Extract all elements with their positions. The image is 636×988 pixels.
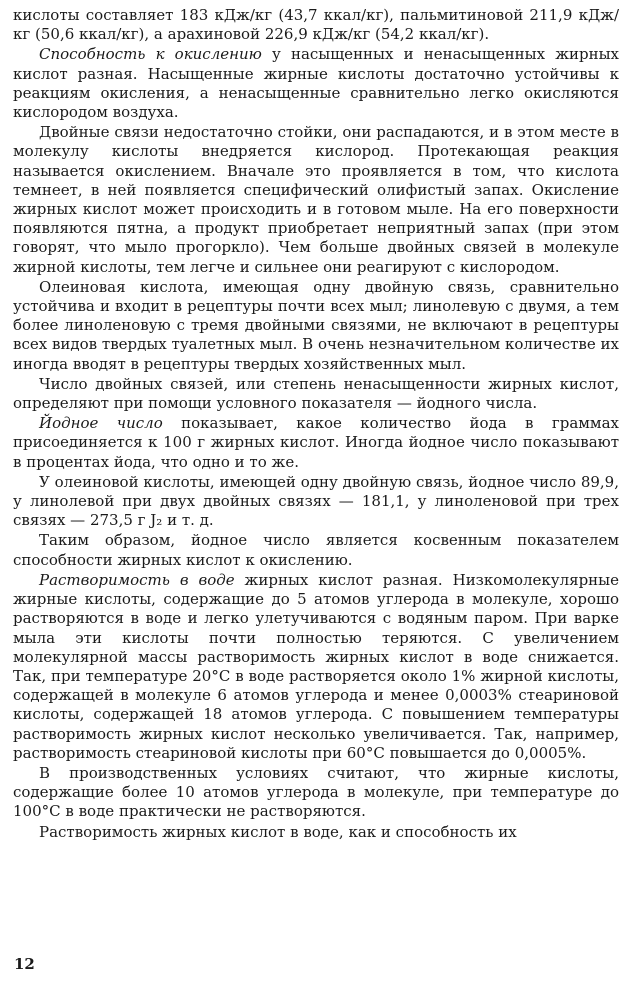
paragraph: [13, 123, 619, 277]
paragraph: [13, 278, 619, 374]
italic-term: Способность к окислению: [39, 45, 262, 64]
document-page: [13, 6, 619, 842]
paragraph-text: Двойные связи недостаточно стойки, они распадаются, и в этом месте в молекулу кислоты внедряется кислород. Протекающая реакция называется окислением. Вначале это проявляется в том, что кислота темнеет, в ней появляется специфический олифистый запах. Окисление жирных кислот может происходить и в готовом мыле. На его поверхности появляются пятна, а продукт приобретает неприятный запах (при этом говорят, что мыло прогоркло). Чем больше двойных связей в молекуле жирной кислоты, тем легче и сильнее они реагируют с кислородом.: [13, 123, 619, 276]
paragraph-text: у насыщенных и ненасыщенных жирных кислот разная. Насыщенные жирные кислоты достаточно устойчивы к реакциям окисления, а ненасыщенные сравнительно легко окисляются кислородом воздуха.: [13, 45, 619, 122]
paragraph-text: кислоты составляет 183 кДж/кг (43,7 ккал/кг), пальмитиновой 211,9 кДж/кг (50,6 ккал/кг), а арахиновой 226,9 кДж/кг (54,2 ккал/кг).: [13, 6, 619, 44]
paragraph: [13, 414, 619, 472]
paragraph: [13, 571, 619, 763]
paragraph-text: В производственных условиях считают, что жирные кислоты, содержащие более 10 атомов углерода в молекуле, при температуре до 100°С в воде практически не растворяются.: [13, 763, 619, 821]
paragraph: [13, 531, 619, 569]
paragraph-text: Растворимость жирных кислот в воде, как и способность их: [39, 822, 517, 841]
paragraph-text: Число двойных связей, или степень ненасыщенности жирных кислот, определяют при помощи условного показателя — йодного числа.: [13, 374, 619, 413]
paragraph-text: Олеиновая кислота, имеющая одну двойную связь, сравнительно устойчива и входит в рецептуры почти всех мыл; линолевую с двумя, а тем более линоленовую с тремя двойными связями, не включают в рецептуры всех видов твердых туалетных мыл. В очень незначительном количестве их иногда вводят в рецептуры твердых хозяйственных мыл.: [13, 277, 619, 373]
paragraph: [13, 375, 619, 413]
page-number: 12: [14, 955, 35, 973]
italic-term: Йодное число: [39, 414, 163, 433]
paragraph-text: жирных кислот разная. Низкомолекулярные жирные кислоты, содержащие до 5 атомов углерода в молекуле, хорошо растворяются в воде и легко улетучиваются с водяным паром. При варке мыла эти кислоты почти полностью теряются. С увеличением молекулярной массы растворимость жирных кислот в воде снижается. Так, при температуре 20°С в воде растворяется около 1% жирной кислоты, содержащей в молекуле 6 атомов углерода и менее 0,0003% стеариновой кислоты, содержащей 18 атомов углерода. С повышением температуры растворимость жирных кислот несколько увеличивается. Так, например, растворимость стеариновой кислоты при 60°С повышается до 0,0005%.: [13, 570, 619, 762]
paragraph: [13, 473, 619, 531]
text-body: [13, 6, 619, 842]
paragraph: [13, 45, 619, 122]
paragraph-text: Таким образом, йодное число является косвенным показателем способности жирных кислот к окислению.: [13, 531, 619, 569]
paragraph-text: У олеиновой кислоты, имеющей одну двойную связь, йодное число 89,9, у линолевой при двух двойных связях — 181,1, у линоленовой при трех связях — 273,5 г J₂ и т. д.: [13, 472, 619, 530]
paragraph: [13, 6, 619, 44]
italic-term: Растворимость в воде: [39, 570, 235, 589]
paragraph: [13, 823, 619, 842]
paragraph-text: показывает, какое количество йода в граммах присоединяется к 100 г жирных кислот. Иногда йодное число показывают в процентах йода, что одно и то же.: [13, 414, 619, 471]
paragraph: [13, 764, 619, 822]
